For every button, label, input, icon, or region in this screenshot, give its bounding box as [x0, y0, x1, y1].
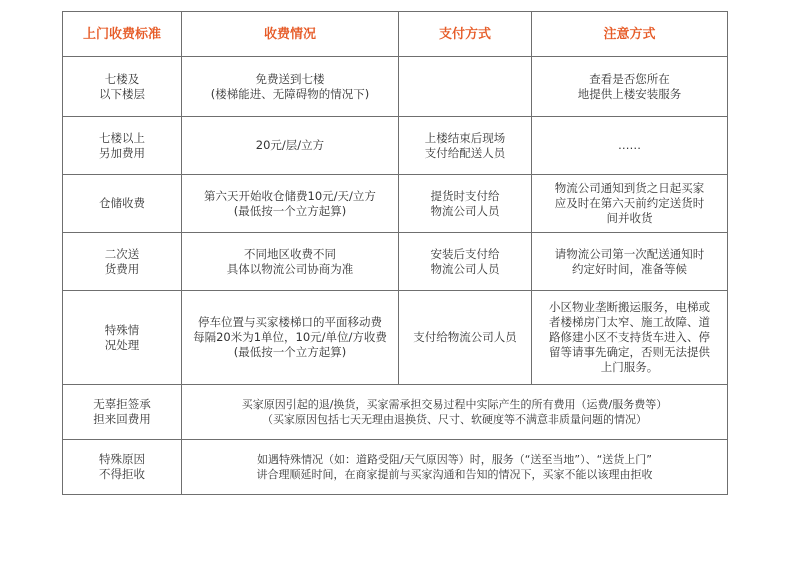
row-label [63, 440, 182, 495]
cell-text-line: (最低按一个立方起算) [233, 345, 347, 359]
cell-text-line: …… [618, 138, 641, 152]
cell-text-line: 提货时支付给 [430, 188, 500, 203]
cell-text-line: 支付给物流公司人员 [413, 330, 517, 344]
cell-text-line: 每隔20米为1单位，10元/单位/方收费 [193, 330, 387, 344]
payment-cell [399, 57, 532, 117]
table-row [63, 385, 728, 440]
cell-text-line: 上门服务。 [600, 360, 659, 374]
delivery-fee-table [62, 11, 728, 495]
fee-cell [182, 175, 399, 233]
cell-text-line: (最低按一个立方起算) [233, 203, 347, 218]
table-row [63, 291, 728, 385]
cell-text-line: 路修建小区不支持货车进入、停 [549, 330, 710, 344]
cell-text-line: 停车位置与买家楼梯口的平面移动费 [198, 315, 382, 329]
cell-text-line: 七楼以上 [99, 130, 145, 145]
cell-text-line: 上楼结束后现场 [424, 130, 506, 145]
row-label [63, 385, 182, 440]
cell-text-line: 二次送 [104, 246, 140, 261]
cell-text-line: 无辜拒签承 [93, 397, 151, 411]
payment-cell [399, 291, 532, 385]
cell-text-line: 买家原因引起的退/换货，买家需承担交易过程中实际产生的所有费用（运费/服务费等） [241, 398, 668, 411]
fee-cell [182, 57, 399, 117]
cell-text-line: 以下楼层 [99, 86, 145, 101]
cell-text-line: 请物流公司第一次配送通知时 [554, 246, 705, 261]
cell-text-line: 特殊情 [104, 322, 140, 337]
cell-text-line: 地提供上楼安装服务 [577, 86, 682, 101]
cell-text-line: 如遇特殊情况（如：道路受阻/天气原因等）时，服务（“送至当地”）、“送货上门” [257, 453, 652, 466]
cell-text-line: 另加费用 [99, 145, 145, 160]
cell-text-line: 免费送到七楼 [255, 71, 325, 86]
note-cell [532, 233, 728, 291]
cell-text-line: 者楼梯房门太窄、施工故障、道 [549, 315, 710, 329]
header-payment: 支付方式 [399, 12, 532, 57]
cell-text-line: 物流公司人员 [430, 261, 500, 276]
cell-text-line: 小区物业垄断搬运服务，电梯或 [549, 300, 710, 314]
table-row [63, 175, 728, 233]
cell-text-line: 安装后支付给 [430, 246, 500, 261]
cell-text-line: 20元/层/立方 [255, 138, 325, 152]
cell-text-line: 应及时在第六天前约定送货时 [554, 196, 705, 210]
cell-text-line: 货费用 [104, 261, 140, 276]
cell-text-line: （买家原因包括七天无理由退换货、尺寸、软硬度等不满意非质量问题的情况） [262, 413, 647, 426]
header-row [63, 12, 728, 57]
cell-text-line: 查看是否您所在 [589, 71, 670, 86]
header-note: 注意方式 [532, 12, 728, 57]
fee-cell [182, 233, 399, 291]
fee-cell [182, 117, 399, 175]
header-standard: 上门收费标准 [63, 12, 182, 57]
row-label [63, 291, 182, 385]
note-cell [532, 57, 728, 117]
cell-text-line: 讲合理顺延时间，在商家提前与买家沟通和告知的情况下，买家不能以该理由拒收 [256, 468, 653, 481]
row-label [63, 233, 182, 291]
cell-text-line: 物流公司通知到货之日起买家 [554, 181, 705, 195]
note-cell [532, 291, 728, 385]
cell-text-line: 七楼及 [104, 71, 140, 86]
cell-text-line: 仓储收费 [99, 196, 145, 210]
fee-cell [182, 291, 399, 385]
cell-text-line: (楼梯能进、无障碍物的情况下) [210, 86, 370, 101]
cell-text-line: 特殊原因 [99, 452, 145, 466]
payment-cell [399, 233, 532, 291]
payment-cell [399, 175, 532, 233]
cell-text-line: 间并收货 [606, 211, 653, 225]
cell-text-line: 况处理 [104, 337, 140, 352]
table-row [63, 57, 728, 117]
table-row [63, 233, 728, 291]
cell-text-line: 物流公司人员 [430, 203, 500, 218]
cell-text-line: 具体以物流公司协商为准 [226, 261, 354, 276]
table-row [63, 440, 728, 495]
cell-text-line: 支付给配送人员 [424, 145, 506, 160]
note-cell [532, 117, 728, 175]
row-label [63, 117, 182, 175]
cell-text-line: 不同地区收费不同 [244, 246, 336, 261]
note-cell [532, 175, 728, 233]
payment-cell [399, 117, 532, 175]
wide-text-cell [182, 385, 728, 440]
cell-text-line: 约定好时间，准备等候 [572, 261, 687, 276]
cell-text-line: 不得拒收 [99, 467, 145, 481]
cell-text-line: 留等请事先确定，否则无法提供 [549, 345, 710, 359]
cell-text-line: 担来回费用 [93, 412, 151, 426]
wide-text-cell [182, 440, 728, 495]
row-label [63, 57, 182, 117]
cell-text-line: 第六天开始收仓储费10元/天/立方 [204, 188, 376, 203]
row-label [63, 175, 182, 233]
table-row [63, 117, 728, 175]
header-fee: 收费情况 [182, 12, 399, 57]
